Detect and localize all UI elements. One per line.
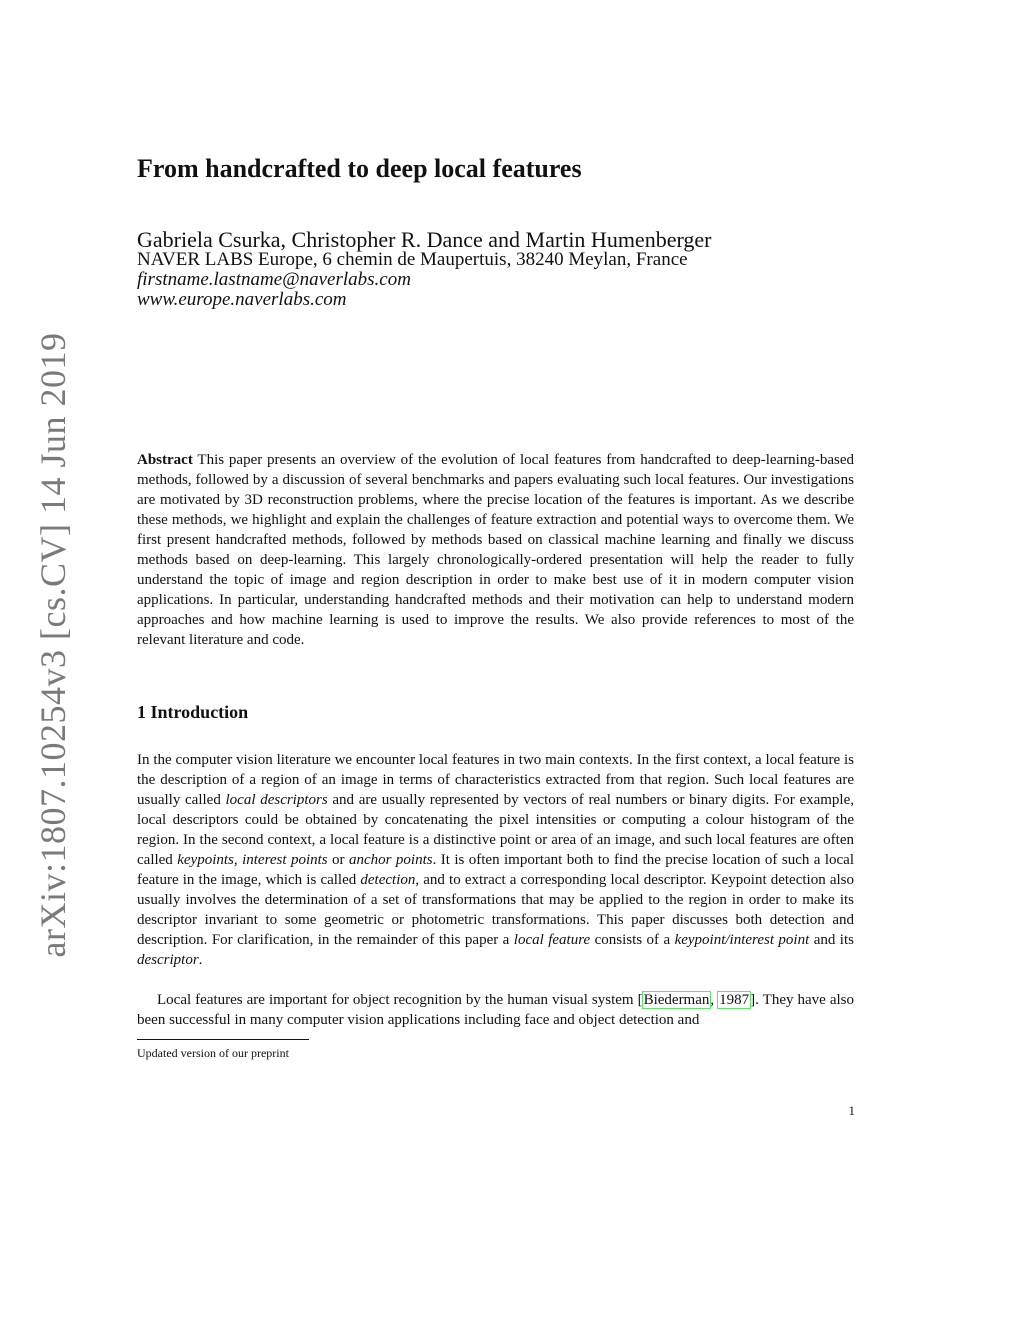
text-run: .: [198, 952, 203, 968]
text-run: and are usually represented by vectors of real numbers or binary digits. For example, local descriptors could be obtained by concatenating the pixel intensities or computing a colour histogram of the region. In the second context, a local feature is a distinctive point or area of an image, and such local features are often called: [137, 792, 854, 868]
website: www.europe.naverlabs.com: [137, 289, 347, 310]
abstract-text: This paper presents an overview of the evolution of local features from handcrafted to deep-learning-based methods, followed by a discussion of several benchmarks and papers evaluating such local features. Our investigations are motivated by 3D reconstruction problems, where the precise location of the features is important. As we describe these methods, we highlight and explain the challenges of feature extraction and potential ways to overcome them. We first present handcrafted methods, followed by methods based on classical machine learning and finally we discuss methods based on deep-learning. This largely chronologically-ordered presentation will help the reader to fully understand the topic of image and region description in order to make best use of it in modern computer vision applications. In particular, understanding handcrafted methods and their motivation can help to understand modern approaches and how machine learning is used to improve the results. We also provide references to most of the relevant literature and code.: [137, 452, 854, 648]
arxiv-identifier: arXiv:1807.10254v3 [cs.CV] 14 Jun 2019: [33, 332, 73, 958]
footnote-divider: [137, 1039, 309, 1040]
intro-paragraph-1: [137, 750, 854, 970]
emphasis-term: interest points: [242, 852, 328, 868]
section-heading-introduction: 1 Introduction: [137, 702, 249, 722]
emphasis-term: local descriptors: [225, 792, 328, 808]
text-run: and its: [809, 932, 854, 948]
page-number: 1: [848, 1103, 855, 1118]
emphasis-term: local feature: [513, 932, 591, 948]
text-run: ,: [710, 992, 719, 1008]
emphasis-term: keypoints: [177, 852, 234, 868]
paper-title: From handcrafted to deep local features: [137, 154, 582, 183]
emphasis-term: keypoint/interest point: [674, 932, 810, 948]
affiliation: NAVER LABS Europe, 6 chemin de Maupertuis, 38240 Meylan, France: [137, 249, 688, 270]
author-list: Gabriela Csurka, Christopher R. Dance and Martin Humenberger: [137, 227, 712, 252]
intro-paragraph-2: [137, 990, 854, 1030]
text-run: , and to extract a corresponding local descriptor. Keypoint detection also usually involves the determination of a set of transformations that may be applied to the region in order to make its descriptor invariant to some geometric or photometric transformations. This paper discusses both detection and description. For clarification, in the remainder of this paper a: [137, 872, 854, 948]
text-run: . It is often important both to find the precise location of such a local feature in the image, which is called: [137, 852, 855, 888]
contact-email: firstname.lastname@naverlabs.com: [137, 269, 411, 290]
text-run: consists of a: [590, 932, 675, 948]
emphasis-term: anchor points: [348, 852, 433, 868]
text-run: In the computer vision literature we encounter local features in two main contexts. In the first context, a local feature is the description of a region of an image in terms of characteristics extracted from that region. Such local features are usually called: [137, 752, 854, 808]
citation-link-author[interactable]: Biederman: [643, 992, 710, 1008]
emphasis-term: descriptor: [137, 952, 199, 968]
abstract: [137, 450, 854, 650]
citation-link-year[interactable]: 1987: [719, 992, 750, 1008]
text-run: ,: [233, 852, 243, 868]
emphasis-term: detection: [360, 872, 416, 888]
footnote: Updated version of our preprint: [137, 1046, 289, 1060]
text-run: ]. They have also been successful in many computer vision applications including face and object detection and: [137, 992, 855, 1028]
text-run: Local features are important for object recognition by the human visual system [: [157, 992, 643, 1008]
affiliation-block: [137, 250, 688, 310]
abstract-label: Abstract: [137, 452, 193, 468]
text-run: or: [327, 852, 349, 868]
